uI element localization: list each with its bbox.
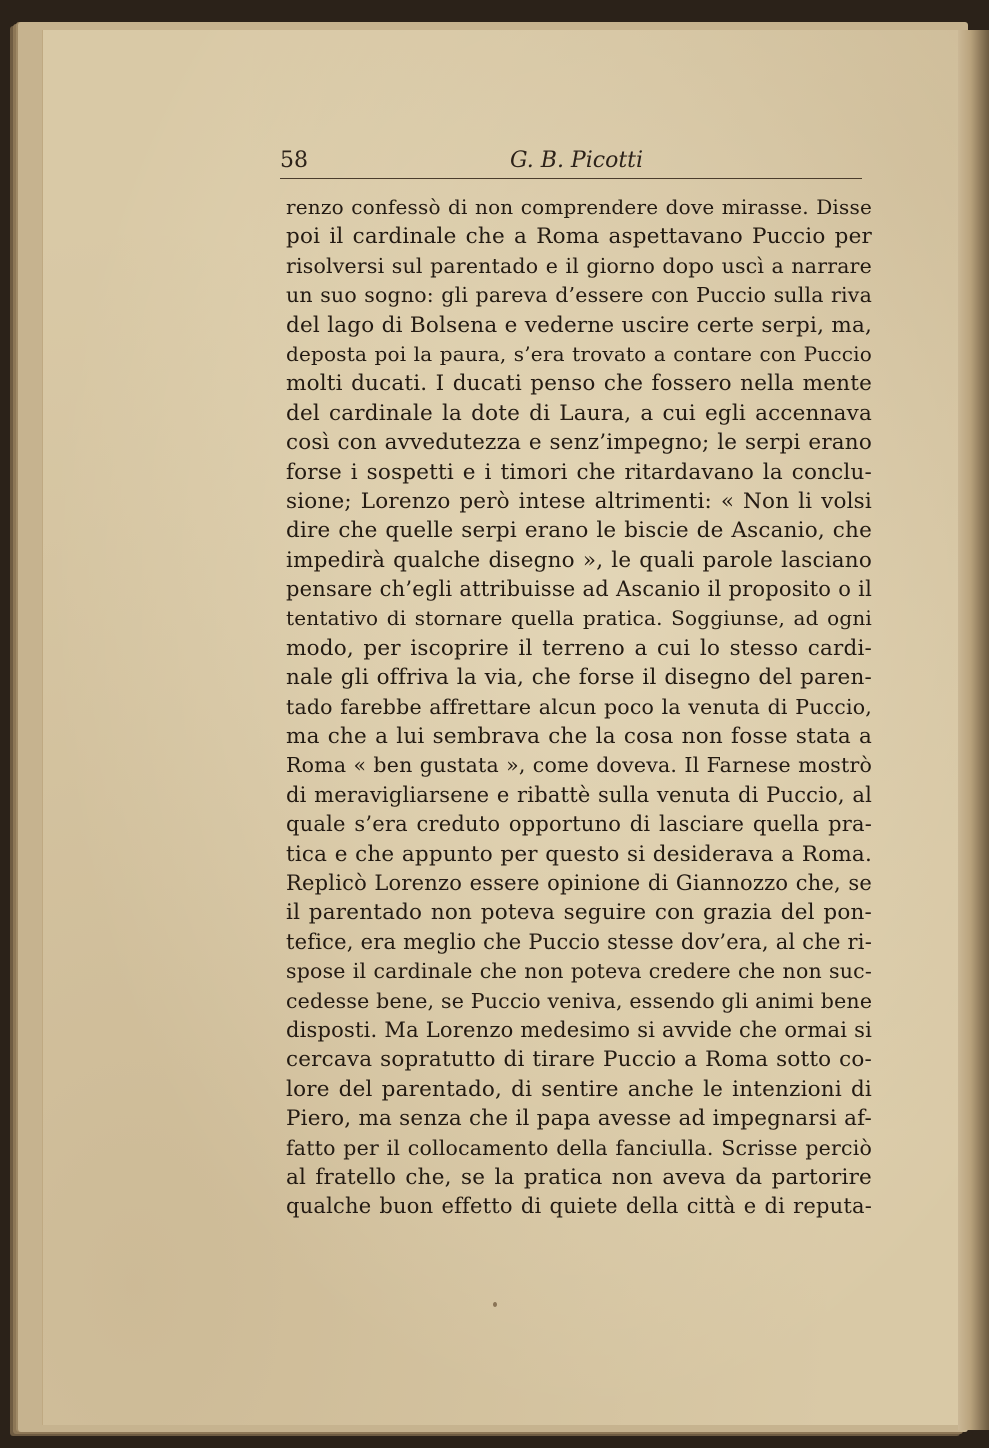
text-line: nale gli offriva la via, che forse il disegno del paren- — [286, 665, 872, 691]
text-line: pensare ch’egli attribuisse ad Ascanio il proposito o il — [286, 577, 872, 602]
text-line: così con avvedutezza e senz’impegno; le serpi erano — [286, 430, 872, 456]
text-line: risolversi sul parentado e il giorno dopo uscì a narrare — [286, 253, 872, 278]
text-line: di meravigliarsene e ribattè sulla venuta di Puccio, al — [286, 782, 872, 807]
text-line: impedirà qualche disegno », le quali parole lasciano — [286, 547, 872, 573]
text-line: disposti. Ma Lorenzo medesimo si avvide che ormai si — [286, 1017, 872, 1042]
text-line: spose il cardinale che non poteva credere che non suc- — [286, 959, 872, 984]
paper-speck — [493, 1302, 497, 1307]
text-line: cedesse bene, se Puccio veniva, essendo gli animi bene — [286, 988, 873, 1013]
text-line: del lago di Bolsena e vederne uscire certe serpi, ma, — [286, 312, 872, 338]
text-line: quale s’era creduto opportuno di lasciare quella pra- — [286, 812, 872, 837]
text-line: un suo sogno: gli pareva d’essere con Puccio sulla riva — [286, 283, 872, 308]
text-line: tica e che appunto per questo si desiderava a Roma. — [286, 841, 872, 867]
text-line: tefice, era meglio che Puccio stesse dov’era, al che ri- — [286, 929, 872, 954]
text-line: forse i sospetti e i timori che ritardavano la conclu- — [286, 459, 872, 485]
text-line: Roma « ben gustata », come doveva. Il Farnese mostrò — [286, 753, 872, 778]
body-text — [286, 193, 872, 1222]
text-line: modo, per iscoprire il terreno a cui lo stesso cardi- — [286, 635, 872, 661]
text-line: cercava sopratutto di tirare Puccio a Roma sotto co- — [286, 1047, 872, 1073]
text-line: molti ducati. I ducati penso che fossero nella mente — [286, 371, 872, 397]
text-line: Replicò Lorenzo essere opinione di Giannozzo che, se — [286, 870, 872, 895]
text-line: Piero, ma senza che il papa avesse ad impegnarsi af- — [286, 1106, 872, 1132]
text-line: renzo confessò di non comprendere dove mirasse. Disse — [286, 195, 872, 219]
text-line: tentativo di stornare quella pratica. Soggiunse, ad ogni — [286, 606, 872, 631]
text-line: del cardinale la dote di Laura, a cui egli accennava — [286, 400, 872, 426]
page-header — [280, 148, 862, 179]
page-number: 58 — [280, 148, 308, 173]
running-head: G. B. Picotti — [510, 148, 644, 173]
text-line: il parentado non poteva seguire con grazia del pon- — [286, 900, 872, 926]
text-line: tado farebbe affrettare alcun poco la venuta di Puccio, — [286, 694, 872, 719]
book-binding-edge — [958, 30, 989, 1430]
text-line: fatto per il collocamento della fanciulla. Scrisse perciò — [286, 1135, 872, 1160]
text-line: ma che a lui sembrava che la cosa non fosse stata a — [286, 724, 872, 750]
text-line: deposta poi la paura, s’era trovato a contare con Puccio — [286, 341, 872, 366]
text-line: al fratello che, se la pratica non aveva da partorire — [286, 1164, 872, 1190]
text-line: poi il cardinale che a Roma aspettavano Puccio per — [286, 224, 872, 250]
text-line: qualche buon effetto di quiete della città e di reputa- — [286, 1194, 872, 1219]
text-line: sione; Lorenzo però intese altrimenti: « Non li volsi — [286, 488, 872, 514]
text-line: lore del parentado, di sentire anche le intenzioni di — [286, 1076, 872, 1102]
text-line: dire che quelle serpi erano le biscie de Ascanio, che — [286, 518, 872, 544]
